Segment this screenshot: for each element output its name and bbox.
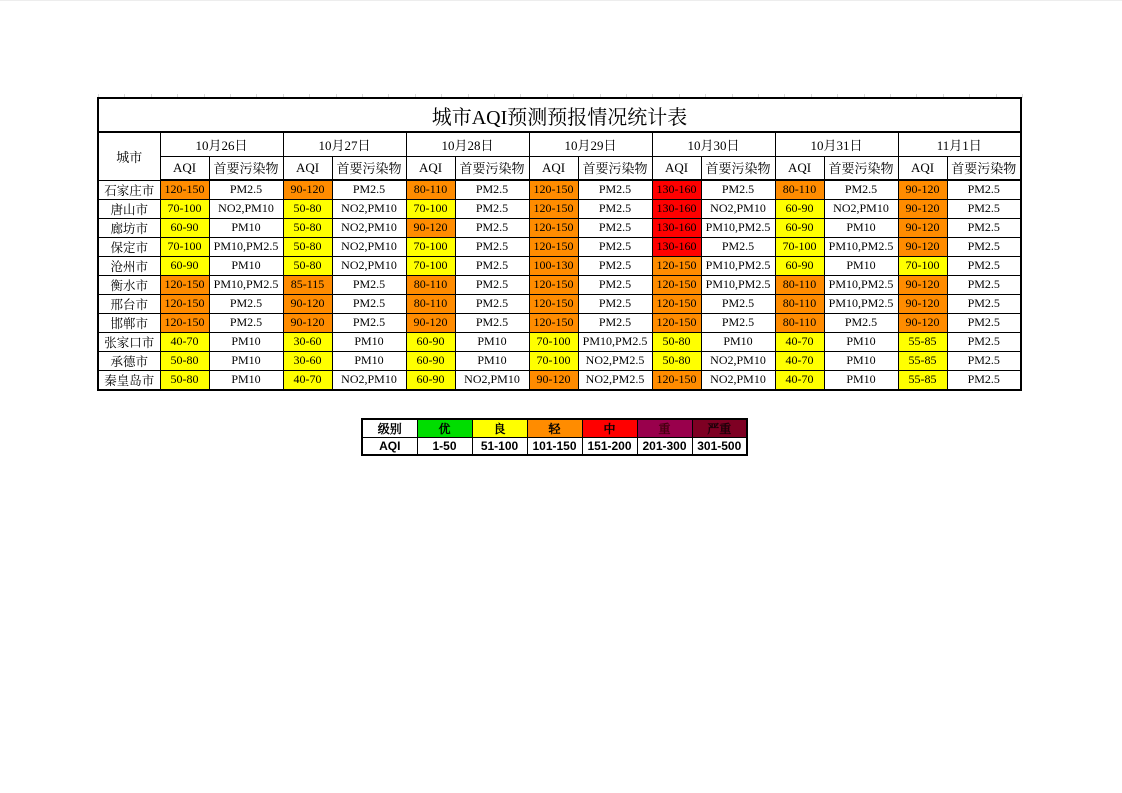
aqi-value-cell: 50-80 [283,256,332,275]
pollutant-subheader: 首要污染物 [209,156,283,180]
pollutant-cell: PM2.5 [701,180,775,199]
city-row [98,218,1021,237]
city-name: 衡水市 [98,275,160,294]
pollutant-cell: PM10 [209,351,283,370]
pollutant-subheader: 首要污染物 [701,156,775,180]
pollutant-cell: PM10 [824,218,898,237]
pollutant-cell: PM10,PM2.5 [701,218,775,237]
aqi-subheader: AQI [406,156,455,180]
sheet-gridline [0,0,1122,1]
aqi-value-cell: 85-115 [283,275,332,294]
pollutant-cell: PM2.5 [947,332,1021,351]
pollutant-cell: PM2.5 [578,313,652,332]
aqi-subheader: AQI [652,156,701,180]
pollutant-cell: PM10,PM2.5 [209,237,283,256]
date-header: 10月29日 [529,132,652,156]
legend-level-cell: 优 [417,419,472,438]
aqi-value-cell: 90-120 [283,294,332,313]
aqi-value-cell: 70-100 [160,237,209,256]
aqi-value-cell: 70-100 [529,332,578,351]
pollutant-cell: PM10,PM2.5 [578,332,652,351]
aqi-value-cell: 70-100 [406,256,455,275]
pollutant-cell: NO2,PM2.5 [578,351,652,370]
date-header: 10月26日 [160,132,283,156]
aqi-value-cell: 120-150 [652,256,701,275]
pollutant-subheader: 首要污染物 [824,156,898,180]
pollutant-cell: NO2,PM10 [332,256,406,275]
pollutant-cell: NO2,PM10 [332,237,406,256]
aqi-value-cell: 90-120 [898,313,947,332]
pollutant-cell: PM2.5 [209,294,283,313]
aqi-value-cell: 120-150 [652,294,701,313]
aqi-value-cell: 60-90 [406,370,455,390]
pollutant-cell: PM10 [209,218,283,237]
aqi-value-cell: 120-150 [652,275,701,294]
legend-level-cell: 严重 [692,419,747,438]
pollutant-cell: NO2,PM10 [332,218,406,237]
legend-range-cell: 101-150 [527,438,582,455]
pollutant-cell: PM2.5 [455,313,529,332]
pollutant-subheader: 首要污染物 [455,156,529,180]
aqi-value-cell: 130-160 [652,237,701,256]
aqi-value-cell: 50-80 [160,370,209,390]
city-row [98,256,1021,275]
pollutant-cell: PM10,PM2.5 [701,275,775,294]
pollutant-cell: PM10,PM2.5 [824,275,898,294]
city-name: 秦皇岛市 [98,370,160,390]
aqi-value-cell: 40-70 [283,370,332,390]
city-row [98,332,1021,351]
pollutant-cell: PM10,PM2.5 [209,275,283,294]
aqi-value-cell: 100-130 [529,256,578,275]
aqi-value-cell: 60-90 [406,351,455,370]
aqi-value-cell: 90-120 [406,313,455,332]
aqi-value-cell: 40-70 [775,332,824,351]
aqi-value-cell: 90-120 [529,370,578,390]
aqi-value-cell: 30-60 [283,332,332,351]
aqi-value-cell: 130-160 [652,180,701,199]
pollutant-cell: PM2.5 [209,313,283,332]
pollutant-subheader: 首要污染物 [578,156,652,180]
legend-range-cell: 301-500 [692,438,747,455]
pollutant-cell: PM2.5 [332,313,406,332]
aqi-value-cell: 60-90 [160,218,209,237]
city-name: 石家庄市 [98,180,160,199]
legend-range-cell: 51-100 [472,438,527,455]
aqi-value-cell: 120-150 [160,294,209,313]
aqi-value-cell: 55-85 [898,351,947,370]
aqi-value-cell: 90-120 [898,237,947,256]
city-name: 邢台市 [98,294,160,313]
pollutant-cell: PM2.5 [455,294,529,313]
date-header-row [98,132,1021,156]
pollutant-cell: PM2.5 [578,180,652,199]
title-row [98,98,1021,132]
pollutant-cell: PM10,PM2.5 [701,256,775,275]
date-header: 10月30日 [652,132,775,156]
city-name: 承德市 [98,351,160,370]
aqi-value-cell: 90-120 [898,199,947,218]
aqi-value-cell: 60-90 [775,256,824,275]
pollutant-cell: PM2.5 [947,294,1021,313]
gridline-tick [1022,94,1023,98]
pollutant-cell: PM10 [455,351,529,370]
date-header: 10月28日 [406,132,529,156]
pollutant-cell: NO2,PM10 [455,370,529,390]
aqi-value-cell: 90-120 [406,218,455,237]
aqi-value-cell: 70-100 [406,237,455,256]
city-row [98,313,1021,332]
aqi-value-cell: 80-110 [406,294,455,313]
city-name: 邯郸市 [98,313,160,332]
aqi-value-cell: 120-150 [529,275,578,294]
city-row [98,237,1021,256]
pollutant-cell: PM10 [209,256,283,275]
pollutant-cell: PM10,PM2.5 [824,294,898,313]
pollutant-cell: PM2.5 [209,180,283,199]
aqi-value-cell: 90-120 [898,180,947,199]
pollutant-cell: PM2.5 [947,275,1021,294]
pollutant-cell: PM2.5 [578,218,652,237]
city-column-header: 城市 [98,132,160,180]
pollutant-cell: PM2.5 [578,294,652,313]
aqi-value-cell: 120-150 [160,180,209,199]
pollutant-cell: PM2.5 [332,294,406,313]
aqi-value-cell: 50-80 [160,351,209,370]
aqi-value-cell: 60-90 [160,256,209,275]
legend-level-cell: 重 [637,419,692,438]
legend-level-row [362,419,747,438]
aqi-value-cell: 40-70 [775,370,824,390]
pollutant-cell: PM2.5 [578,275,652,294]
aqi-value-cell: 90-120 [898,294,947,313]
pollutant-cell: NO2,PM2.5 [578,370,652,390]
pollutant-cell: PM2.5 [332,180,406,199]
pollutant-cell: PM2.5 [701,237,775,256]
aqi-subheader: AQI [775,156,824,180]
aqi-value-cell: 80-110 [775,313,824,332]
legend-range-cell: 151-200 [582,438,637,455]
aqi-value-cell: 70-100 [529,351,578,370]
pollutant-cell: NO2,PM10 [332,199,406,218]
aqi-value-cell: 50-80 [652,351,701,370]
aqi-subheader: AQI [529,156,578,180]
pollutant-cell: NO2,PM10 [824,199,898,218]
aqi-value-cell: 30-60 [283,351,332,370]
date-header: 11月1日 [898,132,1021,156]
aqi-value-cell: 50-80 [652,332,701,351]
pollutant-cell: NO2,PM10 [209,199,283,218]
aqi-value-cell: 80-110 [775,294,824,313]
pollutant-cell: PM2.5 [455,256,529,275]
pollutant-cell: PM10 [701,332,775,351]
legend-level-cell: 良 [472,419,527,438]
pollutant-cell: PM2.5 [455,218,529,237]
city-row [98,275,1021,294]
pollutant-cell: NO2,PM10 [701,370,775,390]
pollutant-cell: PM10 [824,332,898,351]
city-name: 保定市 [98,237,160,256]
pollutant-cell: PM2.5 [947,313,1021,332]
aqi-value-cell: 80-110 [406,180,455,199]
pollutant-subheader: 首要污染物 [332,156,406,180]
city-row [98,180,1021,199]
aqi-value-cell: 70-100 [406,199,455,218]
pollutant-cell: PM2.5 [455,199,529,218]
pollutant-cell: NO2,PM10 [701,351,775,370]
pollutant-cell: PM10 [824,256,898,275]
pollutant-cell: NO2,PM10 [332,370,406,390]
pollutant-cell: PM2.5 [947,256,1021,275]
city-name: 沧州市 [98,256,160,275]
pollutant-cell: PM2.5 [701,294,775,313]
city-row [98,294,1021,313]
aqi-value-cell: 120-150 [529,294,578,313]
pollutant-cell: PM2.5 [947,370,1021,390]
legend-range-cell: 201-300 [637,438,692,455]
subheader-row [98,156,1021,180]
aqi-value-cell: 120-150 [160,313,209,332]
aqi-value-cell: 70-100 [160,199,209,218]
pollutant-cell: PM10 [332,332,406,351]
pollutant-cell: PM2.5 [824,313,898,332]
aqi-value-cell: 120-150 [529,199,578,218]
aqi-value-cell: 40-70 [160,332,209,351]
aqi-value-cell: 90-120 [898,275,947,294]
aqi-value-cell: 70-100 [898,256,947,275]
legend-aqi-label: AQI [362,438,417,455]
pollutant-cell: PM10,PM2.5 [824,237,898,256]
aqi-value-cell: 70-100 [775,237,824,256]
pollutant-cell: PM2.5 [332,275,406,294]
city-row [98,199,1021,218]
aqi-value-cell: 55-85 [898,332,947,351]
city-name: 唐山市 [98,199,160,218]
aqi-value-cell: 90-120 [898,218,947,237]
pollutant-cell: PM2.5 [947,180,1021,199]
aqi-value-cell: 120-150 [529,218,578,237]
aqi-subheader: AQI [160,156,209,180]
pollutant-cell: PM2.5 [701,313,775,332]
aqi-value-cell: 120-150 [529,313,578,332]
pollutant-cell: NO2,PM10 [701,199,775,218]
aqi-value-cell: 60-90 [775,199,824,218]
aqi-value-cell: 120-150 [160,275,209,294]
pollutant-cell: PM2.5 [824,180,898,199]
aqi-value-cell: 60-90 [775,218,824,237]
pollutant-cell: PM2.5 [578,199,652,218]
pollutant-cell: PM2.5 [947,218,1021,237]
pollutant-cell: PM2.5 [578,256,652,275]
legend-range-row [362,438,747,455]
aqi-subheader: AQI [898,156,947,180]
pollutant-cell: PM10 [455,332,529,351]
pollutant-subheader: 首要污染物 [947,156,1021,180]
date-header: 10月31日 [775,132,898,156]
pollutant-cell: PM10 [209,370,283,390]
aqi-value-cell: 90-120 [283,180,332,199]
table-title: 城市AQI预测预报情况统计表 [98,98,1021,132]
aqi-value-cell: 55-85 [898,370,947,390]
city-name: 廊坊市 [98,218,160,237]
aqi-value-cell: 130-160 [652,218,701,237]
aqi-value-cell: 80-110 [406,275,455,294]
pollutant-cell: PM10 [824,370,898,390]
pollutant-cell: PM2.5 [578,237,652,256]
city-row [98,370,1021,390]
aqi-value-cell: 40-70 [775,351,824,370]
aqi-value-cell: 120-150 [529,237,578,256]
legend-level-cell: 中 [582,419,637,438]
legend-level-cell: 轻 [527,419,582,438]
pollutant-cell: PM2.5 [947,199,1021,218]
pollutant-cell: PM2.5 [455,275,529,294]
pollutant-cell: PM2.5 [947,237,1021,256]
aqi-value-cell: 80-110 [775,180,824,199]
aqi-forecast-table [97,97,1022,391]
aqi-level-legend [361,418,748,456]
aqi-value-cell: 60-90 [406,332,455,351]
pollutant-cell: PM2.5 [455,237,529,256]
aqi-value-cell: 50-80 [283,199,332,218]
aqi-value-cell: 130-160 [652,199,701,218]
legend-level-label: 级别 [362,419,417,438]
aqi-value-cell: 50-80 [283,237,332,256]
city-name: 张家口市 [98,332,160,351]
aqi-subheader: AQI [283,156,332,180]
city-row [98,351,1021,370]
aqi-value-cell: 120-150 [529,180,578,199]
legend-range-cell: 1-50 [417,438,472,455]
pollutant-cell: PM10 [332,351,406,370]
pollutant-cell: PM2.5 [455,180,529,199]
aqi-value-cell: 120-150 [652,370,701,390]
pollutant-cell: PM10 [824,351,898,370]
pollutant-cell: PM2.5 [947,351,1021,370]
date-header: 10月27日 [283,132,406,156]
pollutant-cell: PM10 [209,332,283,351]
aqi-value-cell: 90-120 [283,313,332,332]
aqi-value-cell: 120-150 [652,313,701,332]
aqi-value-cell: 80-110 [775,275,824,294]
aqi-value-cell: 50-80 [283,218,332,237]
